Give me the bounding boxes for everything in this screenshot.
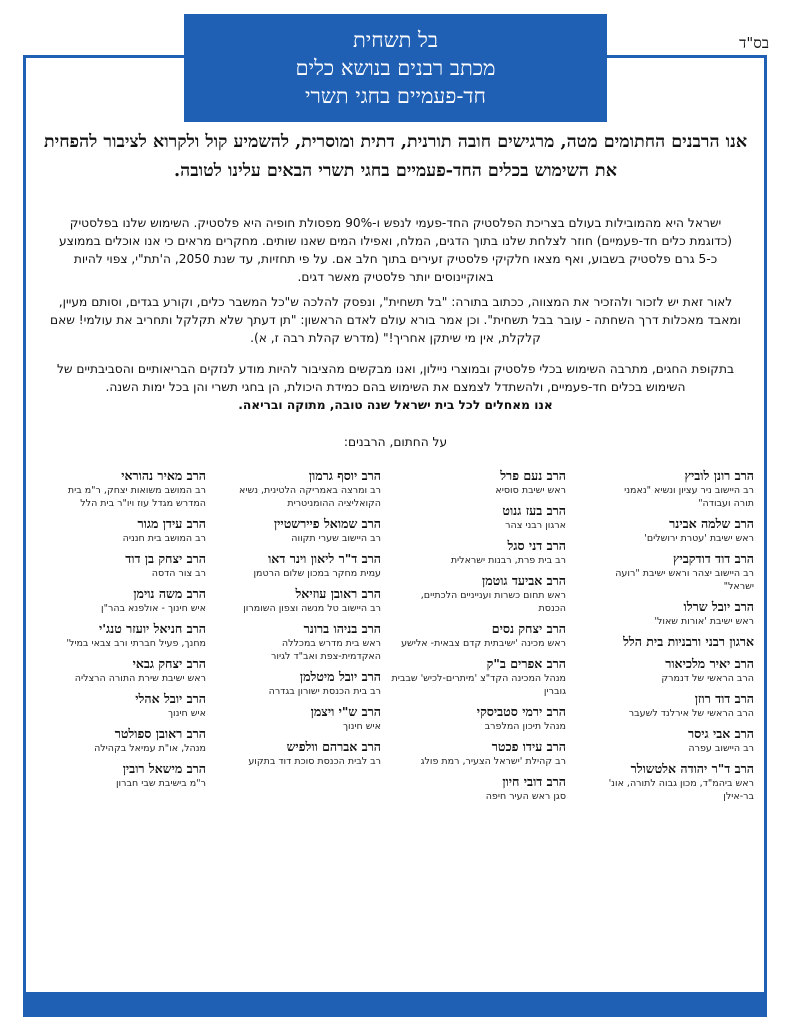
signatory-role: ר"מ בישיבת שבי חברון bbox=[115, 778, 206, 789]
paragraph-request-text: בתקופת החגים, מתרבה השימוש בכלי פלסטיק ובמוצרי ניילון, ואנו מבקשים מהציבור להיות מודע לנזקים הבריאותיים והסביבתיים של השימוש בכלים חד-פעמיים, ולהשתדל לצמצם את השימוש בהם כמידת היכולת, הן בחגי תשרי והן בכל ימות השנה. bbox=[56, 362, 735, 394]
signatory bbox=[604, 634, 754, 650]
signatory bbox=[391, 656, 566, 698]
signatories-column-4 bbox=[36, 468, 206, 796]
signatory-name: הרב אביעד גוטמן bbox=[482, 573, 566, 588]
signatory bbox=[221, 621, 381, 663]
signatory-name: הרב שמואל פיירשטיין bbox=[273, 516, 381, 531]
signatory-name: הרב יצחק גבאי bbox=[132, 656, 206, 671]
signatory-role: רב בית פרת, רבנות ישראלית bbox=[450, 555, 566, 566]
signatory-role: מנהל תיכון המלפרב bbox=[484, 721, 566, 732]
paragraph-facts: ישראל היא מהמובילות בעולם בצריכת הפלסטיק החד-פעמי לנפש ו-90% מפסולת חופיה היא פלסטיק. השימוש שלנו בפלסטיק (כדוגמת כלים חד-פעמיים) חוזר לצלחת שלנו בתוך הדגים, המלח, ואפילו המים שאנו שותים. מחקרים מראים כי אנו אוכלים בממוצע כ-5 גרם פלסטיק בשבוע, ואף מצאו חלקיקי פלסטיק זעירים בתוך חלב אם. על פי תחזיות, עד שנת 2050, ה'תת"י, צפוי להיות באוקיינוסים יותר פלסטיק מאשר דגים. bbox=[58, 216, 733, 284]
signatory-name: הרב עידן מגור bbox=[137, 516, 206, 531]
signatory-role: ארגון רבני צהר bbox=[505, 520, 566, 531]
paragraph-request bbox=[48, 360, 743, 414]
signatory-name: הרב דני סגל bbox=[507, 538, 566, 553]
signatory-name: הרב חניאל יועזר טנג'י bbox=[98, 621, 206, 636]
signatories-column-2 bbox=[391, 468, 566, 809]
signatory-name: הרב משה נוימן bbox=[133, 586, 206, 601]
title-line-2: מכתב רבנים בנושא כלים bbox=[295, 56, 496, 80]
signatory-role: ראש ישיבת שירת התורה הרצליה bbox=[74, 673, 206, 684]
signatory-name: הרב ש"י ויצמן bbox=[310, 704, 381, 719]
title-line-3: חד-פעמיים בחגי תשרי bbox=[305, 84, 486, 108]
signatory-name: ארגון רבני ורבניות בית הלל bbox=[623, 634, 754, 649]
signatory-role: רב המושב משואות יצחק, ר"מ בית המדרש מגדל עוז ויו"ר בית הלל bbox=[67, 485, 206, 509]
signatory bbox=[36, 516, 206, 545]
bottom-bar bbox=[23, 993, 767, 1017]
signatory bbox=[391, 704, 566, 733]
signatory-role: מנהל המכינה הקד"צ 'מיתרים-לכיש' שבבית גוברין bbox=[391, 673, 566, 697]
signatory bbox=[36, 656, 206, 685]
signatory bbox=[604, 468, 754, 510]
signatory-name: הרב בעז גנוט bbox=[502, 503, 566, 518]
signatory-name: הרב עידו פכטר bbox=[491, 739, 566, 754]
signatory bbox=[391, 573, 566, 615]
signatory-name: הרב דוד דודקביץ bbox=[672, 551, 754, 566]
corner-mark: בס"ד bbox=[739, 34, 769, 52]
signatory bbox=[604, 726, 754, 755]
signatory bbox=[36, 551, 206, 580]
signatory-role: רב היישוב עפרה bbox=[688, 743, 754, 754]
signatory bbox=[221, 669, 381, 698]
signatory bbox=[604, 656, 754, 685]
headline: אנו הרבנים החתומים מטה, מרגישים חובה תורנית, דתית ומוסרית, להשמיע קול ולקרוא לציבור להפחית את השימוש בכלים החד-פעמיים בחגי תשרי הבאים עלינו לטובה. bbox=[43, 132, 748, 181]
signatory-role: ראש בית מדרש במכללה האקדמית-צפת ואב"ד לגיור bbox=[271, 638, 381, 662]
signatory-role: רב לבית הכנסת סוכת דוד בתקוע bbox=[248, 756, 381, 767]
signatory-role: איש חינוך bbox=[167, 708, 206, 719]
signatory-role: רב היישוב ניר עציון ונשיא "נאמני תורה ועבודה" bbox=[624, 485, 754, 509]
signatory bbox=[391, 468, 566, 497]
signatory-role: ראש מכינה 'ישיבתית קדם צבאית- אלישע bbox=[401, 638, 566, 649]
signatory bbox=[391, 739, 566, 768]
signatory-role: ראש ביהמ"ד, מכון גבוה לתורה, אונ' בר-אילן bbox=[608, 778, 754, 802]
signatory bbox=[36, 468, 206, 510]
signatory-role: מנהל, או"ת עמיאל בקהילה bbox=[94, 743, 206, 754]
signatory-name: הרב יוסף גרמון bbox=[308, 468, 381, 483]
signatory-role: רב היישוב שערי תקווה bbox=[291, 533, 381, 544]
signatory-name: הרב שלמה אבינר bbox=[669, 516, 754, 531]
signatory-name: הרב יובל שרלו bbox=[683, 599, 754, 614]
signatory-name: הרב דוד רוזן bbox=[694, 691, 754, 706]
signatory-role: איש חינוך bbox=[342, 721, 381, 732]
signatory-role: ראש ישיבת 'עטרת ירושלים' bbox=[644, 533, 754, 544]
blessing: אנו מאחלים לכל בית ישראל שנה טובה, מתוקה ובריאה. bbox=[238, 398, 553, 412]
signatory-role: רב היישוב טל מנשה וצפון השומרון bbox=[243, 603, 381, 614]
signatory-role: הרב הראשי של דנמרק bbox=[661, 673, 754, 684]
signatory-role: רב המושב בית חנניה bbox=[122, 533, 206, 544]
signatory-role: הרב הראשי של אירלנד לשעבר bbox=[628, 708, 754, 719]
signatory bbox=[391, 621, 566, 650]
paragraph-commandment: לאור זאת יש לזכור ולהזכיר את המצווה, ככתוב בתורה: "בל תשחית", ונפסק להלכה ש"כל המשבר כלים, וקורע בגדים, וסותם מעיין, ומאבד מאכלות דרך השחתה - עובר בבל תשחית". וכן אמר בורא עולם לאדם הראשון: "תן דעתך שלא תקלקל ותחריב את עולמי! שאם קלקלת, אין מי שיתקן אחריך!" (מדרש קהלת רבה ז, א). bbox=[50, 295, 741, 345]
signatory bbox=[604, 599, 754, 628]
signatory-name: הרב ירמי סטביסקי bbox=[476, 704, 566, 719]
signatory bbox=[604, 761, 754, 803]
signatory bbox=[391, 503, 566, 532]
signatory-name: הרב ראובן ספולטר bbox=[114, 726, 206, 741]
signatories-column-1 bbox=[604, 468, 754, 809]
signature-intro: על החתום, הרבנים: bbox=[343, 435, 448, 449]
signatory-role: רב היישוב יצהר וראש ישיבת "רועה ישראל" bbox=[615, 568, 754, 592]
signatory-name: הרב רונן לוביץ bbox=[684, 468, 754, 483]
signatory bbox=[36, 726, 206, 755]
signatory bbox=[221, 704, 381, 733]
signatory-name: הרב אברהם וולפיש bbox=[286, 739, 381, 754]
signatory bbox=[36, 586, 206, 615]
signatory-role: איש חינוך - אולפנא בהר"ן bbox=[101, 603, 206, 614]
signatory-name: הרב יובל מיטלמן bbox=[299, 669, 381, 684]
signatory-name: הרב יובל אהלי bbox=[135, 691, 206, 706]
signatory-name: הרב יאיר מלכיאור bbox=[665, 656, 754, 671]
signatory-name: הרב בניהו ברונר bbox=[303, 621, 381, 636]
signatory bbox=[36, 621, 206, 650]
signatory bbox=[36, 691, 206, 720]
signatory-role: סגן ראש העיר חיפה bbox=[485, 791, 566, 802]
signatory-role: ראש ישיבת סוסיא bbox=[495, 485, 566, 496]
signatory-role: רב קהילת 'ישראל הצעיר, רמת פולג bbox=[420, 756, 566, 767]
signatory bbox=[391, 774, 566, 803]
signatory-name: הרב נעם פרל bbox=[500, 468, 566, 483]
signatory-name: הרב מישאל רובין bbox=[122, 761, 206, 776]
signatory-name: הרב ד"ר יהודה אלטשולר bbox=[630, 761, 754, 776]
signatory-role: עמית מחקר במכון שלום הרטמן bbox=[253, 568, 381, 579]
signatory-name: הרב אבי גיסר bbox=[687, 726, 754, 741]
signatory bbox=[221, 468, 381, 510]
signatory-role: ראש ישיבת 'אורות שאול' bbox=[654, 616, 754, 627]
signatory bbox=[221, 551, 381, 580]
signatory-name: הרב ד"ר ליאון וינר דאו bbox=[268, 551, 381, 566]
signatory-name: הרב ראובן עוזיאל bbox=[295, 586, 381, 601]
title-box bbox=[184, 14, 607, 122]
signatory-name: הרב מאיר נהוראי bbox=[121, 468, 206, 483]
signatory-name: הרב יצחק בן דוד bbox=[125, 551, 206, 566]
signatory-role: מחנך, פעיל חברתי ורב צבאי במיל' bbox=[66, 638, 206, 649]
signatories-column-3 bbox=[221, 468, 381, 774]
signatory-role: רב בית הכנסת ישורון בגדרה bbox=[268, 686, 381, 697]
signatory bbox=[221, 586, 381, 615]
signatory-name: הרב יצחק נסים bbox=[491, 621, 566, 636]
signatory-name: הרב אפרים ב"ק bbox=[486, 656, 566, 671]
signatory-role: רב ומרצה באמריקה הלטינית, נשיא הקואליציה ההומניטרית bbox=[239, 485, 381, 509]
title-line-1: בל תשחית bbox=[352, 28, 439, 52]
signatory-role: ראש תחום כשרות וענייניים הלכתיים, הכנסת bbox=[420, 590, 566, 614]
signatory bbox=[604, 691, 754, 720]
signatory bbox=[604, 516, 754, 545]
signatory-role: רב צור הדסה bbox=[151, 568, 206, 579]
signatory bbox=[391, 538, 566, 567]
signatory-name: הרב דובי חיון bbox=[502, 774, 566, 789]
signatory bbox=[221, 516, 381, 545]
signatory bbox=[221, 739, 381, 768]
signatory bbox=[36, 761, 206, 790]
signatory bbox=[604, 551, 754, 593]
